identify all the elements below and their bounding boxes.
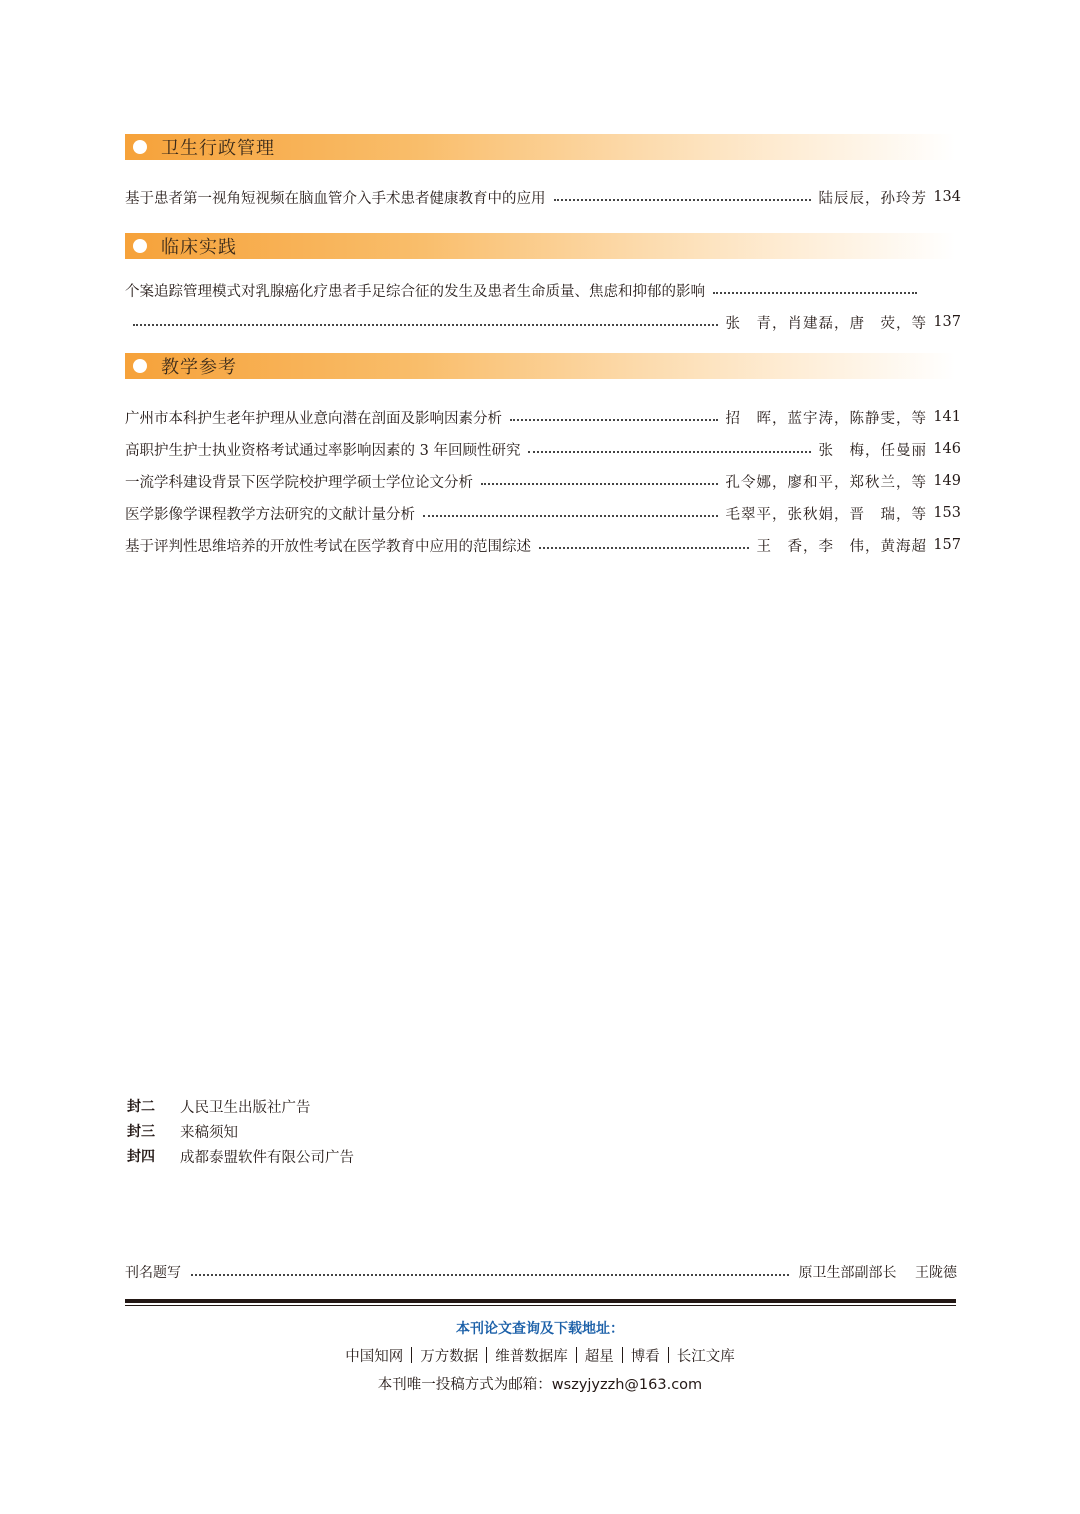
leader-dots	[510, 419, 718, 421]
section-bullet-icon	[133, 140, 147, 154]
separator	[576, 1347, 577, 1363]
calligraphy-name: 王陇德	[915, 1265, 957, 1281]
article-title: 高职护生护士执业资格考试通过率影响因素的 3 年回顾性研究	[125, 442, 521, 459]
article-page: 149	[933, 473, 961, 489]
leader-dots	[713, 292, 917, 294]
leader-dots	[191, 1274, 789, 1276]
article-title: 广州市本科护生老年护理从业意向潜在剖面及影响因素分析	[125, 410, 502, 427]
article-page: 137	[933, 314, 961, 330]
leader-dots	[528, 451, 810, 453]
section-title: 卫生行政管理	[161, 138, 275, 159]
cover-note-key: 封四	[127, 1149, 155, 1165]
article-title: 个案追踪管理模式对乳腺癌化疗患者手足综合征的发生及患者生命质量、焦虑和抑郁的影响	[125, 283, 705, 300]
article-authors: 张 梅，任曼丽	[818, 442, 927, 459]
section-title: 临床实践	[161, 237, 237, 258]
cover-note-key: 封三	[127, 1124, 155, 1140]
toc-entry[interactable]	[125, 502, 961, 524]
section-bullet-icon	[133, 239, 147, 253]
cover-note-key: 封二	[127, 1099, 155, 1115]
article-page: 157	[933, 537, 961, 553]
toc-entry-continuation[interactable]	[133, 311, 961, 333]
footer-divider-thick	[125, 1299, 956, 1303]
database-wanfang[interactable]: 万方数据	[420, 1349, 479, 1365]
database-cnki[interactable]: 中国知网	[345, 1349, 404, 1365]
article-page: 146	[933, 441, 961, 457]
calligraphy-credit	[125, 1261, 957, 1283]
article-authors: 孔令娜，廖和平，郑秋兰，等	[725, 474, 927, 491]
cover-note-3	[127, 1121, 238, 1141]
article-title: 一流学科建设背景下医学院校护理学硕士学位论文分析	[125, 474, 473, 491]
article-authors: 王 香，李 伟，黄海超	[756, 538, 927, 555]
section-bullet-icon	[133, 359, 147, 373]
separator	[622, 1347, 623, 1363]
article-title: 医学影像学课程教学方法研究的文献计量分析	[125, 506, 415, 523]
leader-dots	[554, 199, 811, 201]
article-authors: 招 晖，蓝宇涛，陈静雯，等	[725, 410, 927, 427]
database-list	[0, 1345, 1080, 1366]
database-changjiang[interactable]: 长江文库	[676, 1349, 735, 1365]
cover-note-value: 来稿须知	[180, 1124, 238, 1141]
cover-note-value: 人民卫生出版社广告	[180, 1099, 311, 1116]
article-page: 134	[933, 189, 961, 205]
toc-entry[interactable]	[125, 438, 961, 460]
calligraphy-label: 刊名题写	[125, 1265, 181, 1281]
toc-entry[interactable]	[125, 406, 961, 428]
database-bookan[interactable]: 博看	[630, 1349, 660, 1365]
leader-dots	[539, 547, 749, 549]
submission-email: 本刊唯一投稿方式为邮箱：wszyjyzzh@163.com	[377, 1377, 703, 1393]
separator	[486, 1347, 487, 1363]
article-authors: 张 青，肖建磊，唐 荧，等	[725, 315, 927, 332]
download-title: 本刊论文查询及下载地址：	[456, 1321, 624, 1337]
article-authors: 毛翠平，张秋娟，晋 瑞，等	[725, 506, 927, 523]
cover-note-2	[127, 1096, 311, 1116]
leader-dots	[423, 515, 718, 517]
toc-entry[interactable]	[125, 470, 961, 492]
database-chaoxing[interactable]: 超星	[584, 1349, 614, 1365]
cover-note-4	[127, 1146, 354, 1166]
section-header-health-admin	[125, 134, 955, 160]
toc-entry[interactable]	[125, 279, 925, 301]
article-page: 141	[933, 409, 961, 425]
leader-dots	[133, 324, 718, 326]
section-header-teaching-reference	[125, 353, 955, 379]
calligraphy-role: 原卫生部副部长	[798, 1265, 897, 1281]
article-authors: 陆辰辰，孙玲芳	[818, 190, 927, 207]
toc-entry[interactable]	[125, 186, 961, 208]
separator	[668, 1347, 669, 1363]
footer-divider-thin	[125, 1305, 956, 1306]
toc-entry[interactable]	[125, 534, 961, 556]
article-title: 基于评判性思维培养的开放性考试在医学教育中应用的范围综述	[125, 538, 531, 555]
article-title: 基于患者第一视角短视频在脑血管介入手术患者健康教育中的应用	[125, 190, 546, 207]
cover-note-value: 成都泰盟软件有限公司广告	[180, 1149, 354, 1166]
database-vip[interactable]: 维普数据库	[495, 1349, 568, 1365]
section-header-clinical-practice	[125, 233, 955, 259]
leader-dots	[481, 483, 718, 485]
article-page: 153	[933, 505, 961, 521]
separator	[411, 1347, 412, 1363]
section-title: 教学参考	[161, 357, 237, 378]
